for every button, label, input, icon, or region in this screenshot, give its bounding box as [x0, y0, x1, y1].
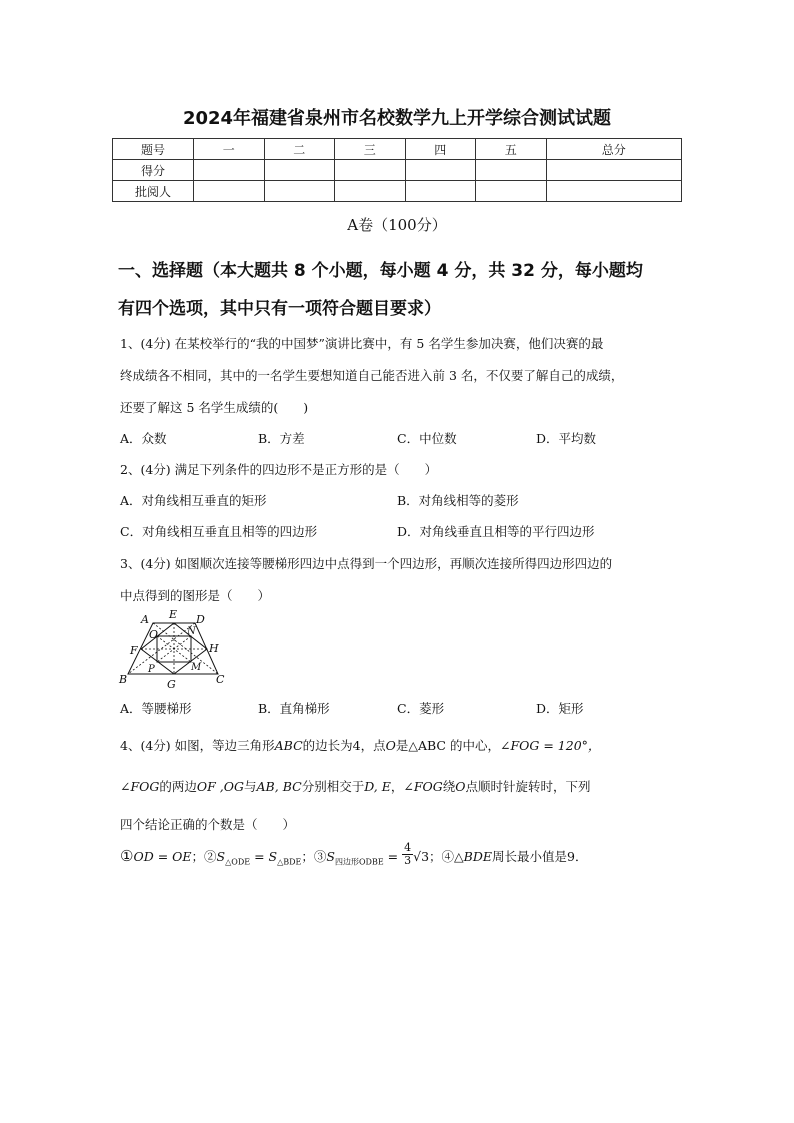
- math-o: O: [385, 738, 396, 753]
- q1-option-c[interactable]: C．中位数: [397, 431, 457, 446]
- q2-option-d[interactable]: D．对角线垂直且相等的平行四边形: [397, 524, 595, 539]
- fraction: [402, 842, 413, 867]
- math-eq: =: [383, 849, 403, 864]
- q3-option-c[interactable]: C．菱形: [397, 701, 445, 716]
- q1-option-b[interactable]: B．方差: [258, 431, 305, 446]
- q4-line2: [120, 777, 591, 795]
- table-row: [113, 181, 682, 202]
- q3-line1: 3、(4分) 如图顺次连接等腰梯形四边中点得到一个四边形，再顺次连接所得四边形四边的: [120, 556, 613, 571]
- table-cell[interactable]: [264, 160, 335, 181]
- label-c: C: [216, 673, 225, 686]
- table-cell: 二: [264, 139, 335, 160]
- table-cell[interactable]: [546, 181, 682, 202]
- label-p: P: [148, 664, 155, 675]
- fraction-denominator: 3: [404, 854, 412, 867]
- section-a-heading: A卷（100分）: [347, 216, 447, 234]
- q2-option-c[interactable]: C．对角线相互垂直且相等的四边形: [120, 524, 318, 539]
- math-sub: △ODE: [225, 857, 251, 867]
- math-angle-fog: ∠FOG: [120, 779, 160, 794]
- math-d-e: D, E: [364, 779, 391, 794]
- score-table: [112, 138, 682, 202]
- math-s: S: [326, 849, 335, 864]
- table-cell[interactable]: [405, 181, 476, 202]
- label-m: M: [191, 662, 202, 673]
- table-cell: 四: [405, 139, 476, 160]
- q4-text: 点顺时针旋转时，下列: [465, 779, 591, 794]
- q4-text: 是△ABC 的中心，: [395, 738, 500, 753]
- q4-text: 周长最小值是9．: [492, 849, 588, 864]
- section1-heading-line2: 有四个选项，其中只有一项符合题目要求）: [118, 299, 441, 319]
- table-cell[interactable]: [405, 160, 476, 181]
- q4-text: 的两边: [159, 779, 197, 794]
- math-angle-fog: ∠FOG: [403, 779, 443, 794]
- q4-text: 与: [244, 779, 257, 794]
- math-sub: △BDE: [277, 857, 302, 867]
- table-cell: 一: [194, 139, 265, 160]
- section1-heading-line1: 一、选择题（本大题共 8 个小题，每小题 4 分，共 32 分，每小题均: [118, 261, 643, 281]
- q2-option-a[interactable]: A．对角线相互垂直的矩形: [120, 493, 267, 508]
- q4-line3: 四个结论正确的个数是（ ）: [120, 817, 296, 832]
- label-f: F: [130, 644, 138, 657]
- table-cell: 得分: [113, 160, 194, 181]
- table-cell[interactable]: [264, 181, 335, 202]
- q4-text: ；②: [191, 849, 217, 864]
- page-title: 2024年福建省泉州市名校数学九上开学综合测试试题: [182, 108, 612, 129]
- q1-option-d[interactable]: D．平均数: [536, 431, 597, 446]
- q1-line1: 1、(4分) 在某校举行的“我的中国梦”演讲比赛中，有 5 名学生参加决赛，他们决赛的最: [120, 336, 604, 351]
- q4-text: ；④: [429, 849, 455, 864]
- table-cell[interactable]: [335, 181, 406, 202]
- q3-option-b[interactable]: B．直角梯形: [258, 701, 330, 716]
- label-d: D: [196, 613, 205, 626]
- math-ab-bc: AB, BC: [256, 779, 302, 794]
- trapezoid-figure: [116, 606, 232, 692]
- q4-text: ；③: [301, 849, 327, 864]
- label-n: N: [187, 626, 196, 637]
- table-cell[interactable]: [546, 160, 682, 181]
- q4-text: ①: [120, 847, 134, 865]
- table-cell[interactable]: [194, 181, 265, 202]
- label-a: A: [141, 613, 149, 626]
- q1-line3: 还要了解这 5 名学生成绩的( ): [120, 400, 309, 415]
- q1-option-a[interactable]: A．众数: [120, 431, 167, 446]
- q2-line1: 2、(4分) 满足下列条件的四边形不是正方形的是（ ）: [120, 462, 438, 477]
- table-cell[interactable]: [335, 160, 406, 181]
- math-o: O: [455, 779, 466, 794]
- q4-text: ，: [390, 779, 404, 794]
- math-s: S: [216, 849, 226, 864]
- table-cell[interactable]: [194, 160, 265, 181]
- q4-text: 分别相交于: [301, 779, 365, 794]
- math-bde: △BDE: [454, 849, 492, 864]
- table-row: [113, 139, 682, 160]
- math-eq: =: [250, 849, 269, 864]
- table-cell: 三: [335, 139, 406, 160]
- q4-text: 绕: [442, 779, 456, 794]
- math-abc: ABC: [274, 738, 303, 753]
- label-b: B: [119, 673, 128, 686]
- math-sqrt: √3: [413, 849, 430, 864]
- table-cell: 总分: [546, 139, 682, 160]
- q4-text: 4、(4分) 如图，等边三角形: [120, 738, 275, 753]
- label-g: G: [167, 678, 176, 691]
- table-cell: 批阅人: [113, 181, 194, 202]
- math-sub: 四边形ODBE: [334, 857, 384, 867]
- label-o: O: [149, 628, 159, 641]
- fraction-numerator: 4: [404, 841, 412, 854]
- q3-line2: 中点得到的图形是（ ）: [120, 588, 271, 603]
- table-row: [113, 160, 682, 181]
- math-s: S: [268, 849, 278, 864]
- math-angle: ∠FOG = 120°，: [499, 738, 601, 753]
- table-cell: 题号: [113, 139, 194, 160]
- label-e: E: [169, 608, 178, 621]
- table-cell[interactable]: [476, 160, 547, 181]
- label-h: H: [209, 642, 219, 655]
- math-od-oe: OD = OE: [133, 849, 192, 864]
- q3-option-a[interactable]: A．等腰梯形: [120, 701, 192, 716]
- table-cell: 五: [476, 139, 547, 160]
- q4-text: 的边长为4，点: [302, 738, 386, 753]
- q3-option-d[interactable]: D．矩形: [536, 701, 584, 716]
- q4-conclusions: [120, 841, 588, 873]
- math-of-og: OF ,OG: [196, 779, 245, 794]
- table-cell[interactable]: [476, 181, 547, 202]
- q4-line1: [120, 736, 600, 754]
- q2-option-b[interactable]: B．对角线相等的菱形: [397, 493, 519, 508]
- q1-line2: 终成绩各不相同，其中的一名学生要想知道自己能否进入前 3 名，不仅要了解自己的成绩，: [120, 368, 624, 383]
